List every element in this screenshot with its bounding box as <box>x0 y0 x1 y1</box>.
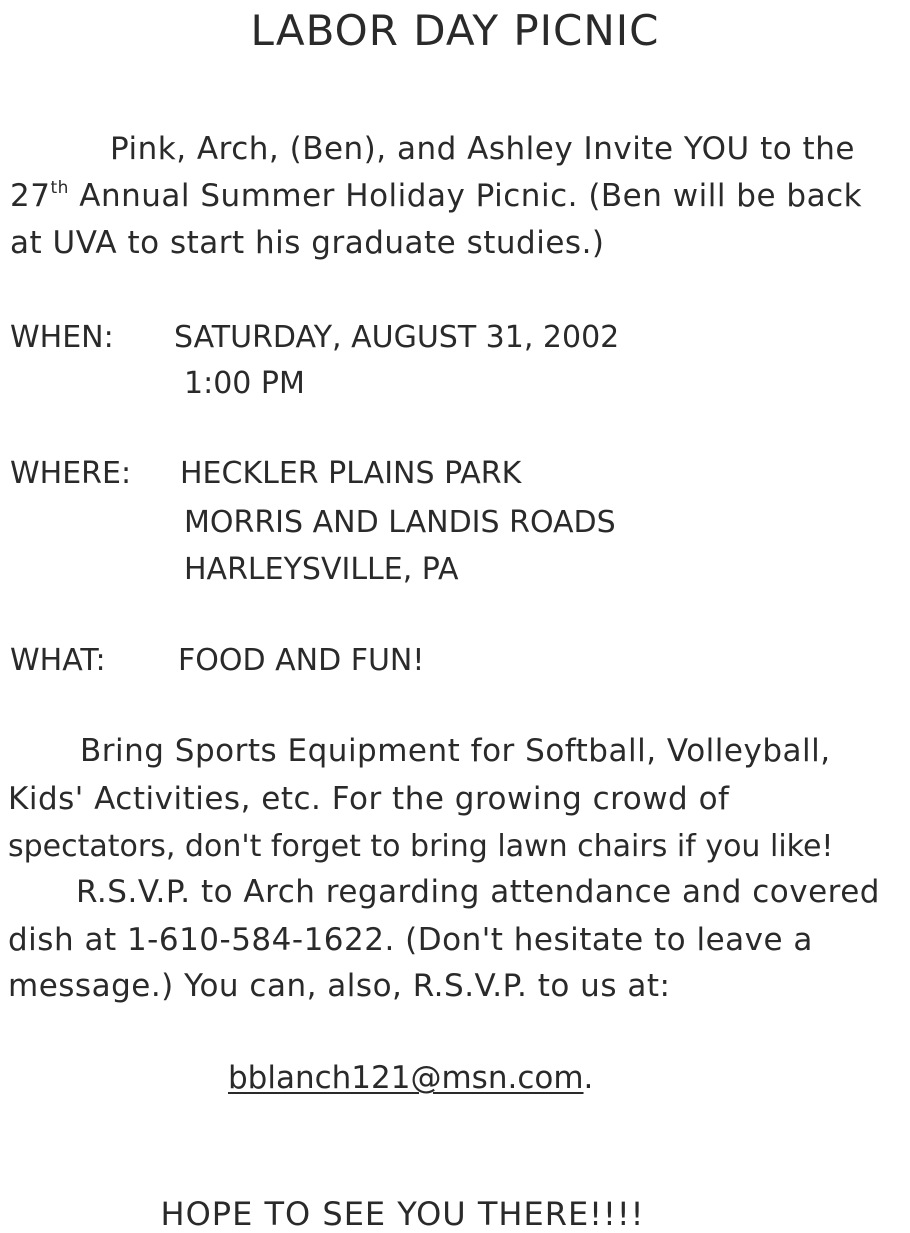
when-time: 1:00 PM <box>184 366 305 401</box>
when-date: SATURDAY, AUGUST 31, 2002 <box>174 320 620 355</box>
closing-message: HOPE TO SEE YOU THERE!!!! <box>160 1195 645 1233</box>
body-line-2: Kids' Activities, etc. For the growing crowd of <box>8 781 730 817</box>
body-line-4: R.S.V.P. to Arch regarding attendance and covered <box>76 874 880 910</box>
where-line-2: MORRIS AND LANDIS ROADS <box>184 505 616 540</box>
body-line-5: dish at 1-610-584-1622. (Don't hesitate to leave a <box>8 922 813 958</box>
intro-line-2-text: Annual Summer Holiday Picnic. (Ben will be back <box>68 178 863 214</box>
intro-line-2 <box>10 178 863 214</box>
body-line-6: message.) You can, also, R.S.V.P. to us at: <box>8 968 671 1004</box>
page-title: LABOR DAY PICNIC <box>250 6 660 55</box>
rsvp-email <box>228 1060 593 1096</box>
when-label: WHEN: <box>10 320 114 355</box>
intro-line-3: at UVA to start his graduate studies.) <box>10 225 605 261</box>
what-value: FOOD AND FUN! <box>178 643 425 678</box>
where-line-1: HECKLER PLAINS PARK <box>180 456 522 491</box>
email-link[interactable]: bblanch121@msn.com <box>228 1060 584 1096</box>
ordinal-suffix: th <box>50 178 69 198</box>
intro-line-1: Pink, Arch, (Ben), and Ashley Invite YOU to the <box>110 131 855 167</box>
ordinal-number: 27 <box>10 178 51 214</box>
body-line-3: spectators, don't forget to bring lawn chairs if you like! <box>8 829 834 864</box>
what-label: WHAT: <box>10 643 106 678</box>
body-line-1: Bring Sports Equipment for Softball, Volleyball, <box>80 733 831 769</box>
email-period: . <box>583 1060 594 1096</box>
where-label: WHERE: <box>10 456 132 491</box>
where-line-3: HARLEYSVILLE, PA <box>184 552 459 587</box>
